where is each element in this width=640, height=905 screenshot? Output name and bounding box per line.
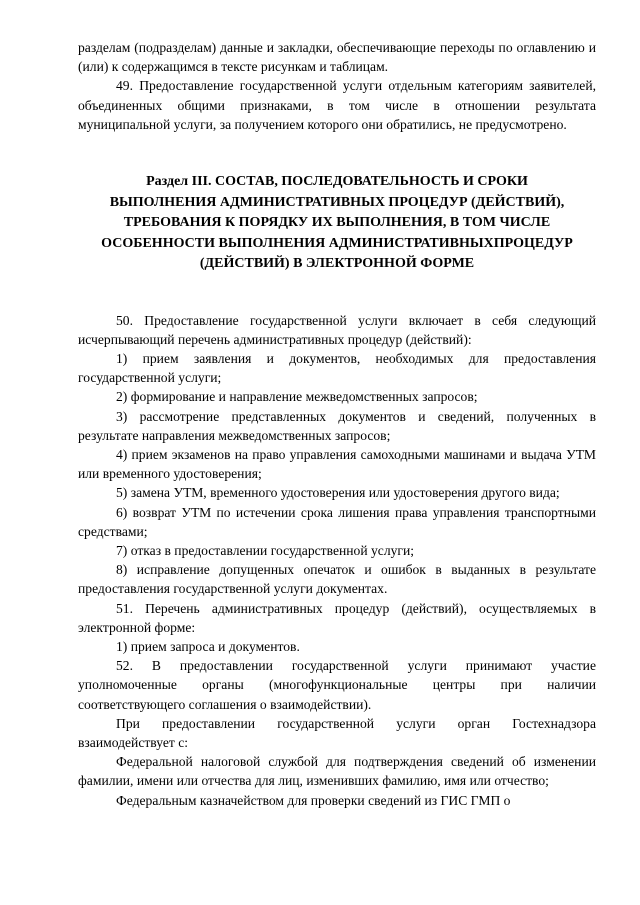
spacer — [78, 134, 596, 153]
spacer — [78, 153, 596, 172]
paragraph-52: 52. В предоставлении государственной услуги принимают участие уполномоченные органы (многофункциональные центры при наличии соответствующего соглашения о взаимодействии). — [78, 658, 596, 712]
list-item: 7) отказ в предоставлении государственной услуги; — [116, 542, 415, 558]
section-heading-line: ВЫПОЛНЕНИЯ АДМИНИСТРАТИВНЫХ ПРОЦЕДУР (ДЕЙСТВИЙ), — [109, 194, 565, 210]
paragraph-51: 51. Перечень административных процедур (действий), осуществляемых в электронной форме: — [78, 600, 596, 635]
list-item: 2) формирование и направление межведомственных запросов; — [116, 389, 478, 405]
paragraph-49: 49. Предоставление государственной услуги отдельным категориям заявителей, объединенных общими признаками, в том числе в отношении результата муниципальной услуги, за получением которого они обратились, не предусмотрено. — [78, 78, 596, 132]
paragraph-continuation: разделам (подразделам) данные и закладки, обеспечивающие переходы по оглавлению и (или) к содержащимся в тексте рисункам и таблицам. — [78, 40, 596, 75]
list-item: 4) прием экзаменов на право управления самоходными машинами и выдача УТМ или временного удостоверения; — [78, 446, 596, 482]
list-item: 6) возврат УТМ по истечении срока лишения права управления транспортными средствами; — [78, 504, 596, 539]
paragraph-tax-service: Федеральной налоговой службой для подтверждения сведений об изменении фамилии, имени или отчества для лиц, изменивших фамилию, имя или отчество; — [78, 754, 596, 789]
section-heading — [78, 172, 596, 275]
list-item: 1) прием запроса и документов. — [116, 638, 300, 654]
section-heading-line: Раздел III. СОСТАВ, ПОСЛЕДОВАТЕЛЬНОСТЬ И СРОКИ — [146, 174, 528, 190]
list-item: 8) исправление допущенных опечаток и ошибок в выданных в результате предоставления государственной услуги документах. — [78, 562, 596, 597]
paragraph-interaction: При предоставлении государственной услуги орган Гостехнадзора взаимодействует с: — [78, 715, 596, 750]
paragraph-50: 50. Предоставление государственной услуги включает в себя следующий исчерпывающий перечень административных процедур (действий): — [78, 312, 596, 347]
section-heading-line: ОСОБЕННОСТИ ВЫПОЛНЕНИЯ АДМИНИСТРАТИВНЫХПРОЦЕДУР — [101, 235, 573, 251]
paragraph-treasury: Федеральным казначейством для проверки сведений из ГИС ГМП о — [116, 792, 511, 808]
spacer — [78, 294, 596, 311]
section-heading-line: ТРЕБОВАНИЯ К ПОРЯДКУ ИХ ВЫПОЛНЕНИЯ, В ТОМ ЧИСЛЕ — [123, 215, 551, 231]
list-item: 5) замена УТМ, временного удостоверения или удостоверения другого вида; — [116, 485, 560, 501]
document-body — [78, 38, 596, 810]
section-heading-line: (ДЕЙСТВИЙ) В ЭЛЕКТРОННОЙ ФОРМЕ — [199, 256, 475, 272]
spacer — [78, 275, 596, 294]
list-item: 3) рассмотрение представленных документов и сведений, полученных в результате направления межведомственных запросов; — [78, 408, 596, 443]
list-item: 1) прием заявления и документов, необходимых для предоставления государственной услуги; — [78, 350, 596, 386]
